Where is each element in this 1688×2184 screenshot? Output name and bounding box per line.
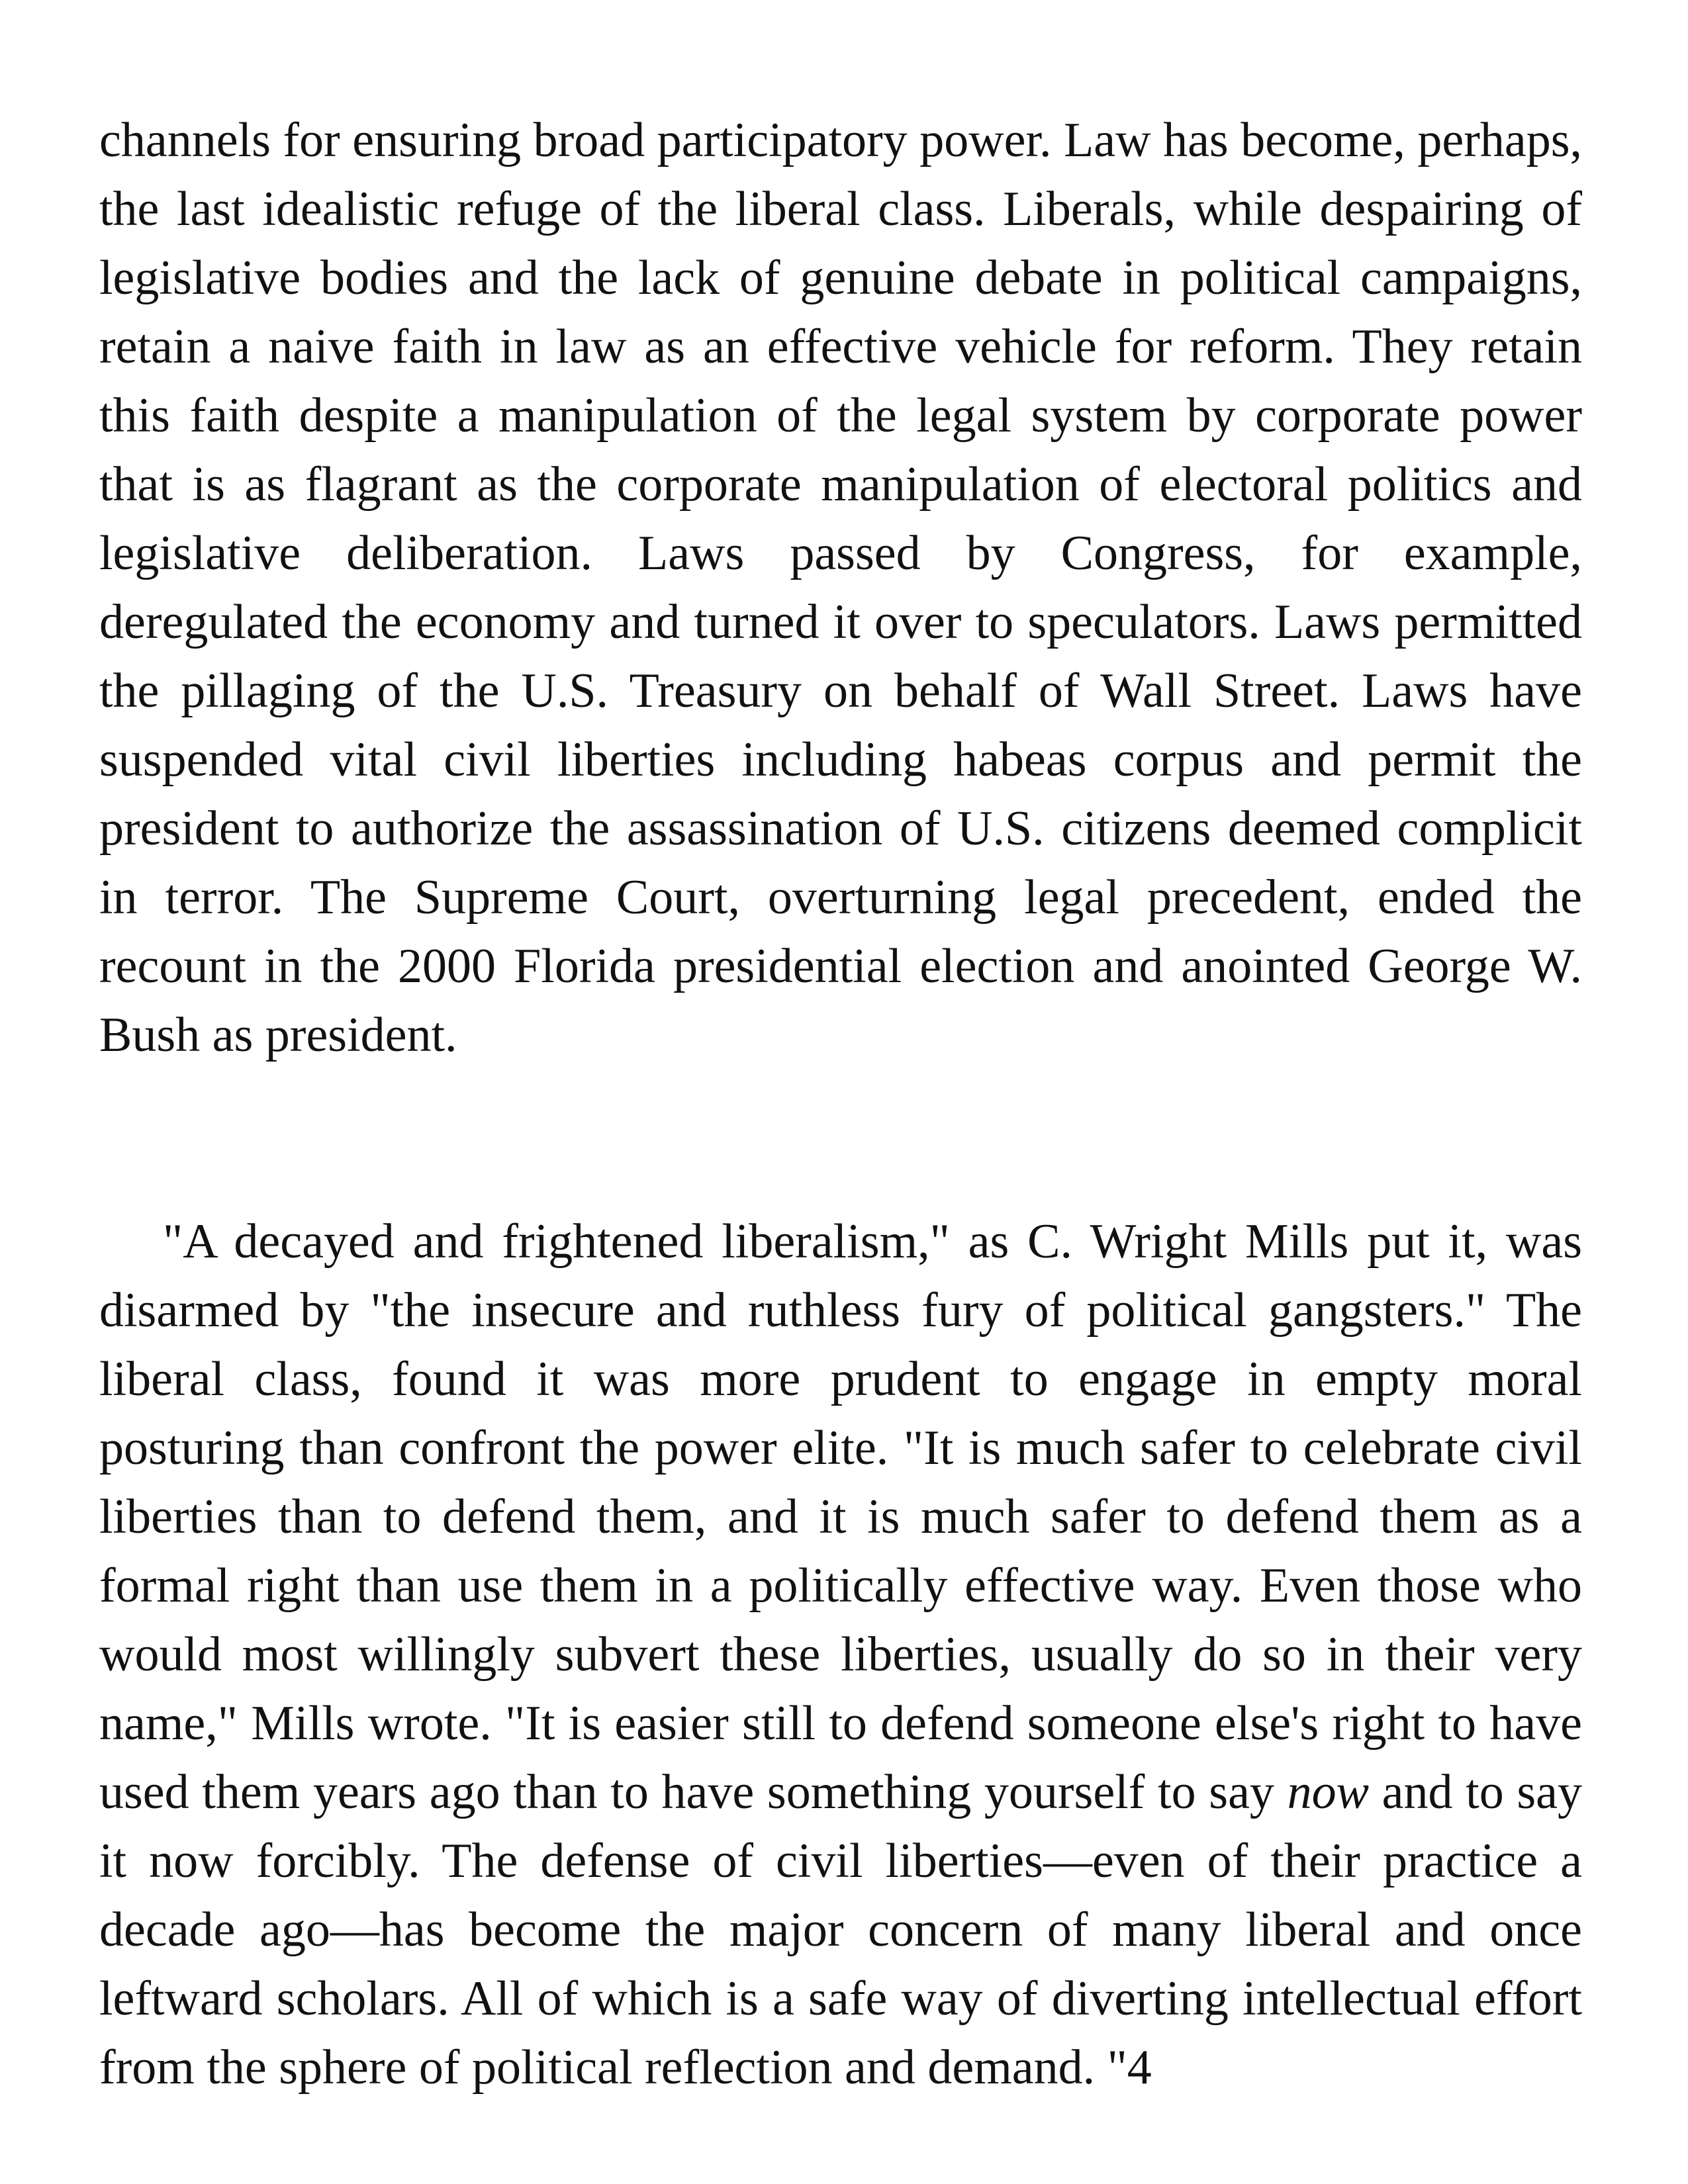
paragraph-text-after-emphasis: and to say it now forcibly. The defense of civil liberties—even of their practice a decade ago—has become the major concern of many liberal and once leftward scholars. All of which is a safe way of diverting intellectual effort from the sphere of political reflection and demand. "4 xyxy=(99,1765,1583,2095)
paragraph-text-before-emphasis: "A decayed and frightened liberalism," as C. Wright Mills put it, was disarmed by "the insecure and ruthless fury of political gangsters." The liberal class, found it was more prudent to engage in empty moral posturing than confront the power elite. "It is much safer to celebrate civil liberties than to defend them, and it is much safer to defend them as a formal right than use them in a politically effective way. Even those who would most willingly subvert these liberties, usually do so in their very name," Mills wrote. "It is easier still to defend someone else's right to have used them years ago than to have something yourself to say xyxy=(99,1214,1582,1819)
paragraph-law-refuge: channels for ensuring broad participatory power. Law has become, perhaps, the last idealistic refuge of the liberal class. Liberals, while despairing of legislative bodies and the lack of genuine debate in political campaigns, retain a naive faith in law as an effective vehicle for reform. They retain this faith despite a manipulation of the legal system by corporate power that is as flagrant as the corporate manipulation of electoral politics and legislative deliberation. Laws passed by Congress, for example, deregulated the economy and turned it over to speculators. Laws permitted the pillaging of the U.S. Treasury on behalf of Wall Street. Laws have suspended vital civil liberties including habeas corpus and permit the president to authorize the assassination of U.S. citizens deemed complicit in terror. The Supreme Court, overturning legal precedent, ended the recount in the 2000 Florida presidential election and anointed George W. Bush as president. xyxy=(99,113,1582,1062)
paragraph-mills-quote xyxy=(99,1207,1582,2102)
emphasized-word: now xyxy=(1287,1765,1369,1819)
document-page xyxy=(99,106,1582,2102)
